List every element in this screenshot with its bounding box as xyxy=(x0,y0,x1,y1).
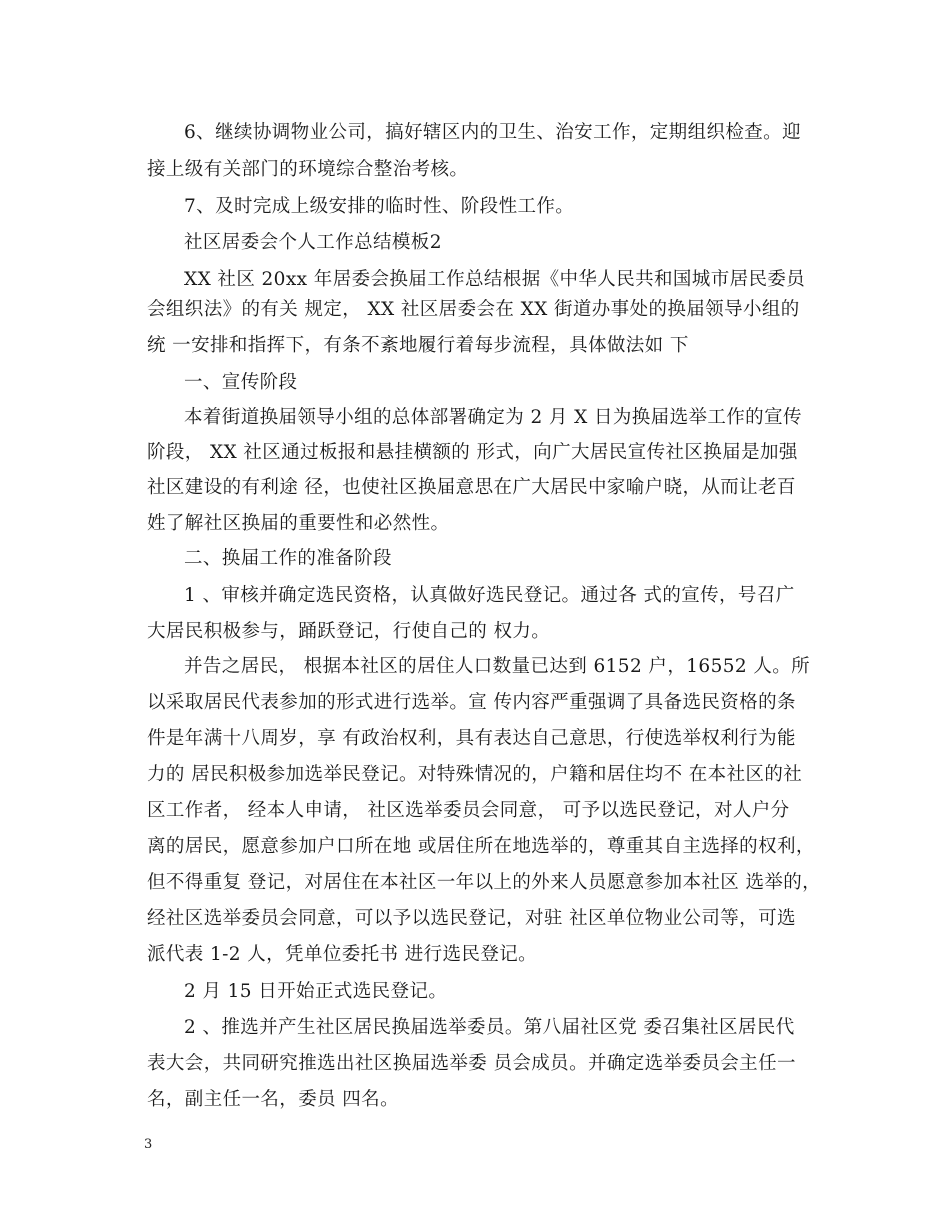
section-title: 社区居委会个人工作总结模板2 xyxy=(184,232,442,253)
text-line: 1 、审核并确定选民资格，认真做好选民登记。通过各 式的宣传，号召广 xyxy=(184,585,795,606)
section-heading: 一、宣传阶段 xyxy=(184,372,298,393)
text-line: 6、继续协调物业公司，搞好辖区内的卫生、治安工作，定期组织检查。迎 xyxy=(184,122,801,143)
text-line: 区工作者， 经本人申请， 社区选举委员会同意， 可予以选民登记，对人户分 xyxy=(147,800,790,821)
text-line: 接上级有关部门的环境综合整治考核。 xyxy=(147,159,469,180)
text-line: 2 、推选并产生社区居民换届选举委员。第八届社区党 委召集社区居民代 xyxy=(184,1017,795,1038)
text-line: 7、及时完成上级安排的临时性、阶段性工作。 xyxy=(184,196,575,217)
section-heading: 二、换届工作的准备阶段 xyxy=(184,548,392,569)
text-line: 2 月 15 日开始正式选民登记。 xyxy=(184,981,448,1002)
text-line: 社区建设的有利途 径，也使社区换届意思在广大居民中家喻户晓，从而让老百 xyxy=(147,477,796,498)
text-line: 姓了解社区换届的重要性和必然性。 xyxy=(147,513,450,534)
text-line: 以采取居民代表参加的形式进行选举。宣 传内容严重强调了具备选民资格的条 xyxy=(147,692,796,713)
text-line: 经社区选举委员会同意，可以予以选民登记，对驻 社区单位物业公司等，可选 xyxy=(147,908,796,929)
text-line: 会组织法》的有关 规定， XX 社区居委会在 XX 街道办事处的换届领导小组的 xyxy=(147,299,800,320)
text-line: 名，副主任一名，委员 四名。 xyxy=(147,1089,399,1110)
text-line: 阶段， XX 社区通过板报和悬挂横额的 形式，向广大居民宣传社区换届是加强 xyxy=(147,442,798,463)
text-line: 件是年满十八周岁，享 有政治权利，具有表达自己意思，行使选举权利行为能 xyxy=(147,728,796,749)
text-line: 表大会，共同研究推选出社区换届选举委 员会成员。并确定选举委员会主任一 xyxy=(147,1053,796,1074)
text-line: XX 社区 20xx 年居委会换届工作总结根据《中华人民共和国城市居民委员 xyxy=(184,269,806,290)
text-line: 但不得重复 登记，对居住在本社区一年以上的外来人员愿意参加本社区 选举的， xyxy=(147,872,822,893)
text-line: 并告之居民， 根据本社区的居住人口数量已达到 6152 户，16552 人。所 xyxy=(184,656,811,677)
text-line: 大居民积极参与，踊跃登记，行使自己的 权力。 xyxy=(147,621,551,642)
page-number: 3 xyxy=(144,1137,153,1152)
text-line: 派代表 1-2 人，凭单位委托书 进行选民登记。 xyxy=(147,944,538,965)
text-line: 离的居民，愿意参加户口所在地 或居住所在地选举的，尊重其自主选择的权利， xyxy=(147,836,815,857)
text-line: 力的 居民积极参加选举民登记。对特殊情况的，户籍和居住均不 在本社区的社 xyxy=(147,764,803,785)
text-line: 统 一安排和指挥下，有条不紊地履行着每步流程，具体做法如 下 xyxy=(147,335,689,356)
text-line: 本着街道换届领导小组的总体部署确定为 2 月 X 日为换届选举工作的宣传 xyxy=(184,407,802,428)
